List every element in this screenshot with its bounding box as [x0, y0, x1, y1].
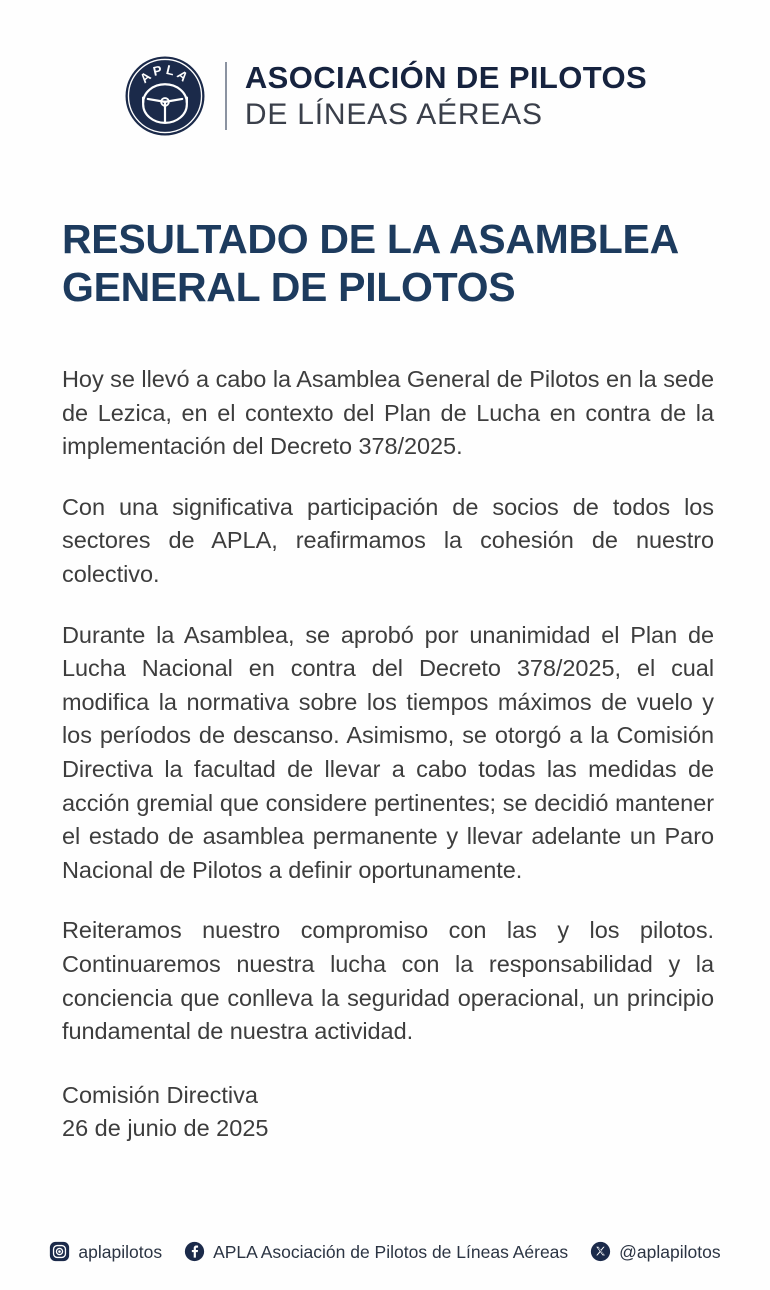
signature-block [62, 1079, 714, 1146]
apla-yoke-logo-icon [123, 54, 207, 138]
instagram-icon [49, 1241, 70, 1262]
x-twitter-icon [590, 1241, 611, 1262]
social-link-facebook[interactable] [184, 1241, 568, 1262]
signature-author: Comisión Directiva [62, 1081, 258, 1108]
body-paragraph: Con una significativa participación de socios de todos los sectores de APLA, reafirmamos la cohesión de nuestro colectivo. [62, 493, 714, 588]
header-divider [225, 62, 227, 130]
org-name-line-1: ASOCIACIÓN DE PILOTOS [244, 59, 648, 95]
instagram-handle: aplapilotos [78, 1241, 163, 1262]
social-link-instagram[interactable] [49, 1241, 162, 1262]
page-title: RESULTADO DE LA ASAMBLEA GENERAL DE PILOTOS [62, 216, 678, 310]
facebook-handle: APLA Asociación de Pilotos de Líneas Aéreas [213, 1241, 569, 1262]
org-name-line-2: DE LÍNEAS AÉREAS [244, 97, 543, 131]
x-handle: @aplapilotos [619, 1241, 721, 1262]
body-paragraph: Reiteramos nuestro compromiso con las y los pilotos. Continuaremos nuestra lucha con la responsabilidad y la conciencia que conlleva la seguridad operacional, un principio fundamental de nuestra actividad. [62, 917, 714, 1045]
document-body [62, 363, 714, 1146]
body-paragraph: Durante la Asamblea, se aprobó por unanimidad el Plan de Lucha Nacional en contra del Decreto 378/2025, el cual modifica la normativa sobre los tiempos máximos de vuelo y los períodos de descanso. Asimismo, se otorgó a la Comisión Directiva la facultad de llevar a cabo todas las medidas de acción gremial que considere pertinentes; se decidió mantener el estado de asamblea permanente y llevar adelante un Paro Nacional de Pilotos a definir oportunamente. [62, 621, 714, 883]
svg-text:APLA: APLA [136, 61, 193, 87]
body-paragraph: Hoy se llevó a cabo la Asamblea General de Pilotos en la sede de Lezica, en el contexto del Plan de Lucha en contra de la implementación del Decreto 378/2025. [62, 366, 714, 460]
facebook-icon [184, 1241, 205, 1262]
social-footer [0, 1241, 770, 1262]
social-link-x[interactable] [590, 1241, 720, 1262]
document-header [0, 0, 770, 146]
organization-name [245, 61, 647, 131]
signature-date: 26 de junio de 2025 [62, 1115, 269, 1142]
